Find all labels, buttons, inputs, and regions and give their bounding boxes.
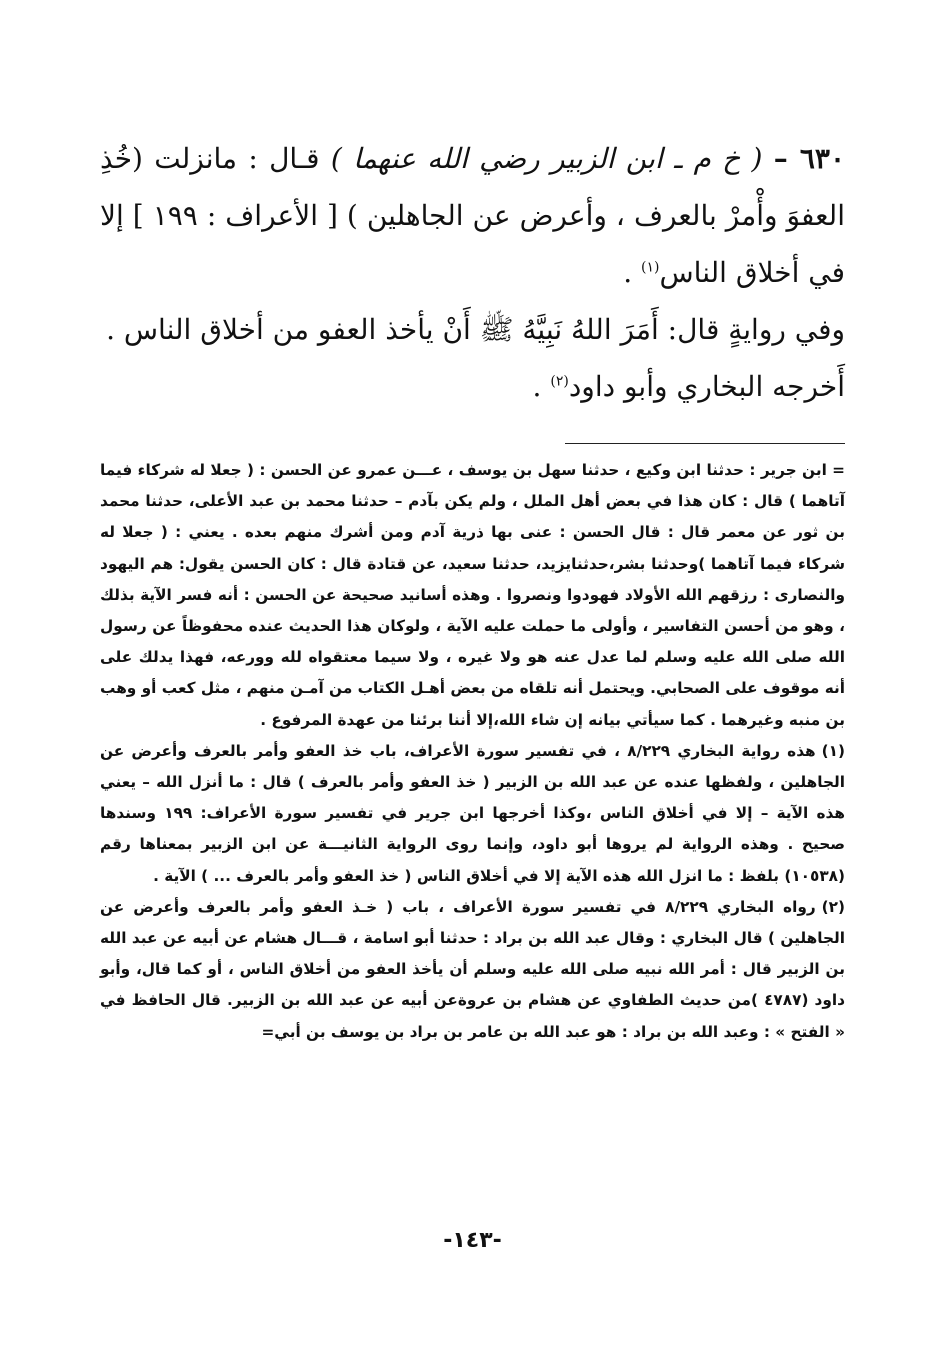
footnote-continuation: = ابن جرير : حدثنا ابن وكيع ، حدثنا سهل بن يوسف ، عـــن عمرو عن الحسن : ( جعلا له شركاء فيما آتاهما ) قال : كان هذا في بعض أهل الملل ، ولم يكن بآدم – حدثنا محمد بن عبد الأعلى، حدثنا محمد بن ثور عن معمر قال : قال الحسن : عنى بها ذرية آدم ومن أشرك منهم بعده . يعني : ( جعلا له شركاء فيما آتاهما )وحدثنا بشر،حدثنايزيد، حدثنا سعيد، عن قتادة قال : كان الحسن يقول: هم اليهود والنصارى : رزقهم الله الأولاد فهودوا ونصروا . وهذه أسانيد صحيحة عن الحسن : أنه فسر الآية بذلك ، وهو من أحسن التفاسير ، وأولى ما حملت عليه الآية ، ولوكان هذا الحديث عنده محفوظاً عن رسول الله صلى الله عليه وسلم لما عدل عنه هو ولا غيره ، ولا سيما معتقواه لله وورعه، فهذا يدلك على أنه موقوف على الصحابي. ويحتمل أنه تلقاه من بعض أهـل الكتاب من آمـن منهم ، مثل كعب أو وهب بن منبه وغيرهما . كما سيأتي بيانه إن شاء الله،إلا أننا برئنا من عهدة المرفوع . [100,461,845,729]
footnote-1 [100,736,845,892]
hadith-end: . [623,256,642,289]
hadith-number: ٦٣٠ – [773,142,846,175]
footnote-2 [100,892,845,1048]
takhrij-end: . [532,370,551,403]
footnote-2-marker: (٢) [821,897,845,916]
footnote-ref-1[interactable]: (١) [641,259,660,276]
hadith-source: ( خ م ـ ابن الزبير رضي الله عنهما ) [330,142,763,175]
hadith-body: قـال : مانزلت (خُذِ العفوَ وأْمرْ بالعرف ، وأعرض عن الجاهلين ) [ الأعراف : ١٩٩ ] إلا في أخلاق الناس [100,142,845,289]
footnotes [100,455,845,1048]
footnote-ref-2[interactable]: (٢) [550,373,569,390]
variant-narration: وفي روايةٍ قال: أَمَرَ اللهُ نَبِيَّهُ ﷺ أَنْ يأخذ العفو من أخلاق الناس . [106,313,845,346]
hadith-text [100,130,845,415]
footnote-1-text: هذه رواية البخاري ٨/٢٢٩ ، في تفسير سورة الأعراف، باب خذ العفو وأمر بالعرف وأعرض عن الجاهلين ، ولفظها عنده عن عبد الله بن الزبير ( خذ العفو وأمر بالعرف ) قال : ما أنزل الله – يعني هذه الآية – إلا في أخلاق الناس ،وكذا أخرجها ابن جرير في تفسير سورة الأعراف: ١٩٩ وسندها صحيح . وهذه الرواية لم يروها أبو داود، وإنما روى الرواية الثانيـــة عن ابن الزبير بمعناها رقم (١٠٥٣٨) بلفظ : ما انزل الله هذه الآية إلا في أخلاق الناس ( خذ العفو وأمر بالعرف ... ) الآية . [100,741,845,885]
hadith-paragraph [100,130,845,301]
main-text-block [100,130,845,415]
footnote-2-text: رواه البخاري ٨/٢٢٩ في تفسير سورة الأعراف ، باب ( خـذ العفو وأمر بالعرف وأعرض عن الجاهلين ) قال البخاري : وقال عبد الله بن براد : حدثنا أبو اسامة ، قـــال هشام عن أبيه عن عبد الله بن الزبير قال : أمر الله نبيه صلى الله عليه وسلم أن يأخذ العفو من أخلاق الناس ، أو كما قال، وأبو داود (٤٧٨٧ )من حديث الطفاوي عن هشام بن عروةعن أبيه عن عبد الله بن الزبير. قال الحافظ في « الفتح » : وعبد الله بن براد : هو عبد الله بن عامر بن براد بن يوسف بن أبي= [100,897,845,1041]
page-number: -١٤٣- [443,1228,502,1253]
footnote-separator [565,443,845,444]
takhrij-text: أَخرجه البخاري وأبو داود [568,370,845,403]
takhrij-line [100,358,845,415]
footnote-1-marker: (١) [821,741,845,760]
